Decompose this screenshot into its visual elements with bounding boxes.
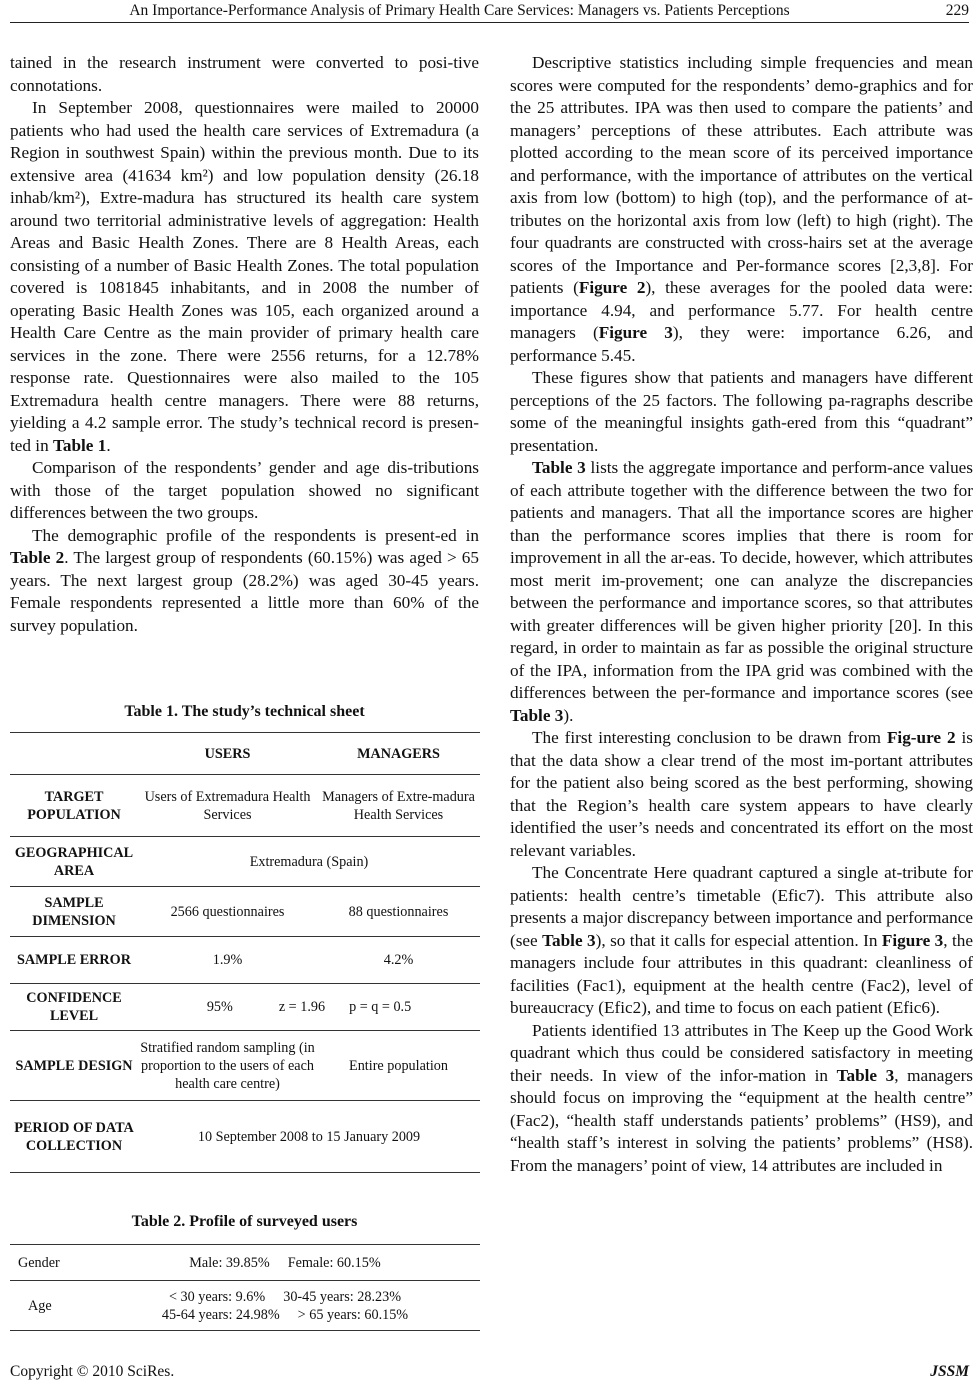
page-number: 229 <box>945 2 969 19</box>
footer <box>10 1363 969 1381</box>
table-row: SAMPLE ERROR 1.9% 4.2% <box>10 937 480 984</box>
running-title: An Importance-Performance Analysis of Primary Health Care Services: Managers vs. Patients Perceptions <box>129 2 790 19</box>
paragraph: The demographic profile of the respondents is present-ed in Table 2. The largest group of respondents (60.15%) was aged > 65 years. The next largest group (28.2%) was aged 30-45 years. Female respondents represented a little more than 60% of the survey population. <box>10 525 479 635</box>
table-row: GEOGRAPHICAL AREA Extremadura (Spain) <box>10 837 480 887</box>
paragraph: In September 2008, questionnaires were mailed to 20000 patients who had used the health care services of Extremadura (a Region in southwest Spain) within the previous month. Due to its extensive area (41634 km²) and low population density (26.18 inhab/km²), Extre-madura has structured its health care system around two territorial administrative levels of aggregation: Health Areas and Basic Health Zones. There are 8 Health Areas, each consisting of a number of Basic Health Zones. The total population covered is 1081845 inhabitants, and in 2008 the number of operating Basic Health Zones was 105, each organized around a Health Care Centre as the main provider of primary health care services in the zone. There were 2556 returns, for a 12.78% response rate. Questionnaires were also mailed to the 105 Extremadura health centre managers. There were 88 returns, yielding a 4.2 sample error. The study’s technical record is presen-ted in Table 1. <box>10 98 479 455</box>
running-header <box>10 0 969 23</box>
paragraph: These figures show that patients and managers have different perceptions of the 25 factors. The following pa-ragraphs describe some of the meaningful insights gath-ered from this “quadrant” presentation. <box>510 368 973 455</box>
table2-caption: Table 2. Profile of surveyed users <box>131 1213 358 1230</box>
table-row: PERIOD OF DATA COLLECTION 10 September 2008 to 15 January 2009 <box>10 1101 480 1173</box>
table-row: TARGET POPULATION Users of Extremadura Health Services Managers of Extre-madura Health Services <box>10 775 480 837</box>
paragraph: Descriptive statistics including simple frequencies and mean scores were computed for the respondents’ demo-graphics and for the 25 attributes. IPA was then used to compare the patients’ and managers’ perceptions of these attributes. Each attribute was plotted according to the mean score of its perceived importance and performance, with the importance of attributes on the vertical axis from low (bottom) to high (top), and the performance of at-tributes on the horizontal axis from low (left) to high (right). The four quadrants are constructed with cross-hairs set at the average scores of the Importance and Per-formance scores [2,3,8]. For patients (Figure 2), these averages for the pooled data were: importance 4.94, and performance 5.77. For health centre managers (Figure 3), they were: importance 6.26, and performance 5.45. <box>510 53 973 365</box>
paragraph: tained in the research instrument were converted to posi-tive connotations. <box>10 53 479 95</box>
paragraph: The first interesting conclusion to be drawn from Fig-ure 2 is that the data show a clear trend of the most im-portant attributes for the patient also being scored as the best performing, showing that the Region’s health care system appears to have clearly identified the user’s needs and concentrated its effort on the most relevant variables. <box>510 728 973 860</box>
table1-caption: Table 1. The study’s technical sheet <box>124 703 365 720</box>
table-row: USERS MANAGERS <box>10 733 480 775</box>
left-column <box>10 52 479 637</box>
paragraph: Comparison of the respondents’ gender and age dis-tributions with those of the target population showed no significant differences between the two groups. <box>10 458 479 522</box>
right-column <box>510 52 973 1177</box>
profile-table <box>10 1244 480 1331</box>
paragraph: Patients identified 13 attributes in The Keep up the Good Work quadrant which thus could be considered satisfactory in meeting their needs. In view of the infor-mation in Table 3, managers should focus on improving the “equipment at the health centre” (Fac2), “health staff understands patients’ problems” (HS9), and “health staff’s interest in solving the patients’ problems” (HS8). From the managers’ point of view, 14 attributes are included in <box>510 1020 973 1175</box>
table-row: Age < 30 years: 9.6% 30-45 years: 28.23% 45-64 years: 24.98% > 65 years: 60.15% <box>10 1281 480 1331</box>
technical-sheet-table <box>10 732 480 1173</box>
journal-name: JSSM <box>930 1363 969 1380</box>
table-row: SAMPLE DESIGN Stratified random sampling (in proportion to the users of each health care centre) Entire population <box>10 1031 480 1101</box>
table-row: Gender Male: 39.85% Female: 60.15% <box>10 1245 480 1281</box>
copyright: Copyright © 2010 SciRes. <box>10 1363 175 1380</box>
table-row: CONFIDENCE LEVEL 95% z = 1.96 p = q = 0.5 <box>10 984 480 1031</box>
paragraph: The Concentrate Here quadrant captured a single at-tribute for patients: health centre’s timetable (Efic7). This attribute also presents a major discrepancy between importance and performance (see Table 3), so that it calls for especial attention. In Figure 3, the managers include four attributes in this quadrant: cleanliness of facilities (Fac1), equipment at the health centre (Fac2), level of bureaucracy (Efic2), and time to focus on each patient (Efic6). <box>510 863 974 1017</box>
paragraph: Table 3 lists the aggregate importance and perform-ance values of each attribute together with the difference between the two for patients and managers. That all the importance scores are higher than the performance scores implies that there is room for improvement in all the ar-eas. To decide, however, which attributes most merit im-provement; one can analyze the discrepancies between the performance and importance scores, so that attributes with greater differences will be given higher priority [20]. In this regard, in order to maintain as far as possible the original structure of the IPA, information from the IPA grid was combined with the differences between the per-formance and importance scores (see Table 3). <box>510 458 973 725</box>
table-row: SAMPLE DIMENSION 2566 questionnaires 88 questionnaires <box>10 887 480 937</box>
